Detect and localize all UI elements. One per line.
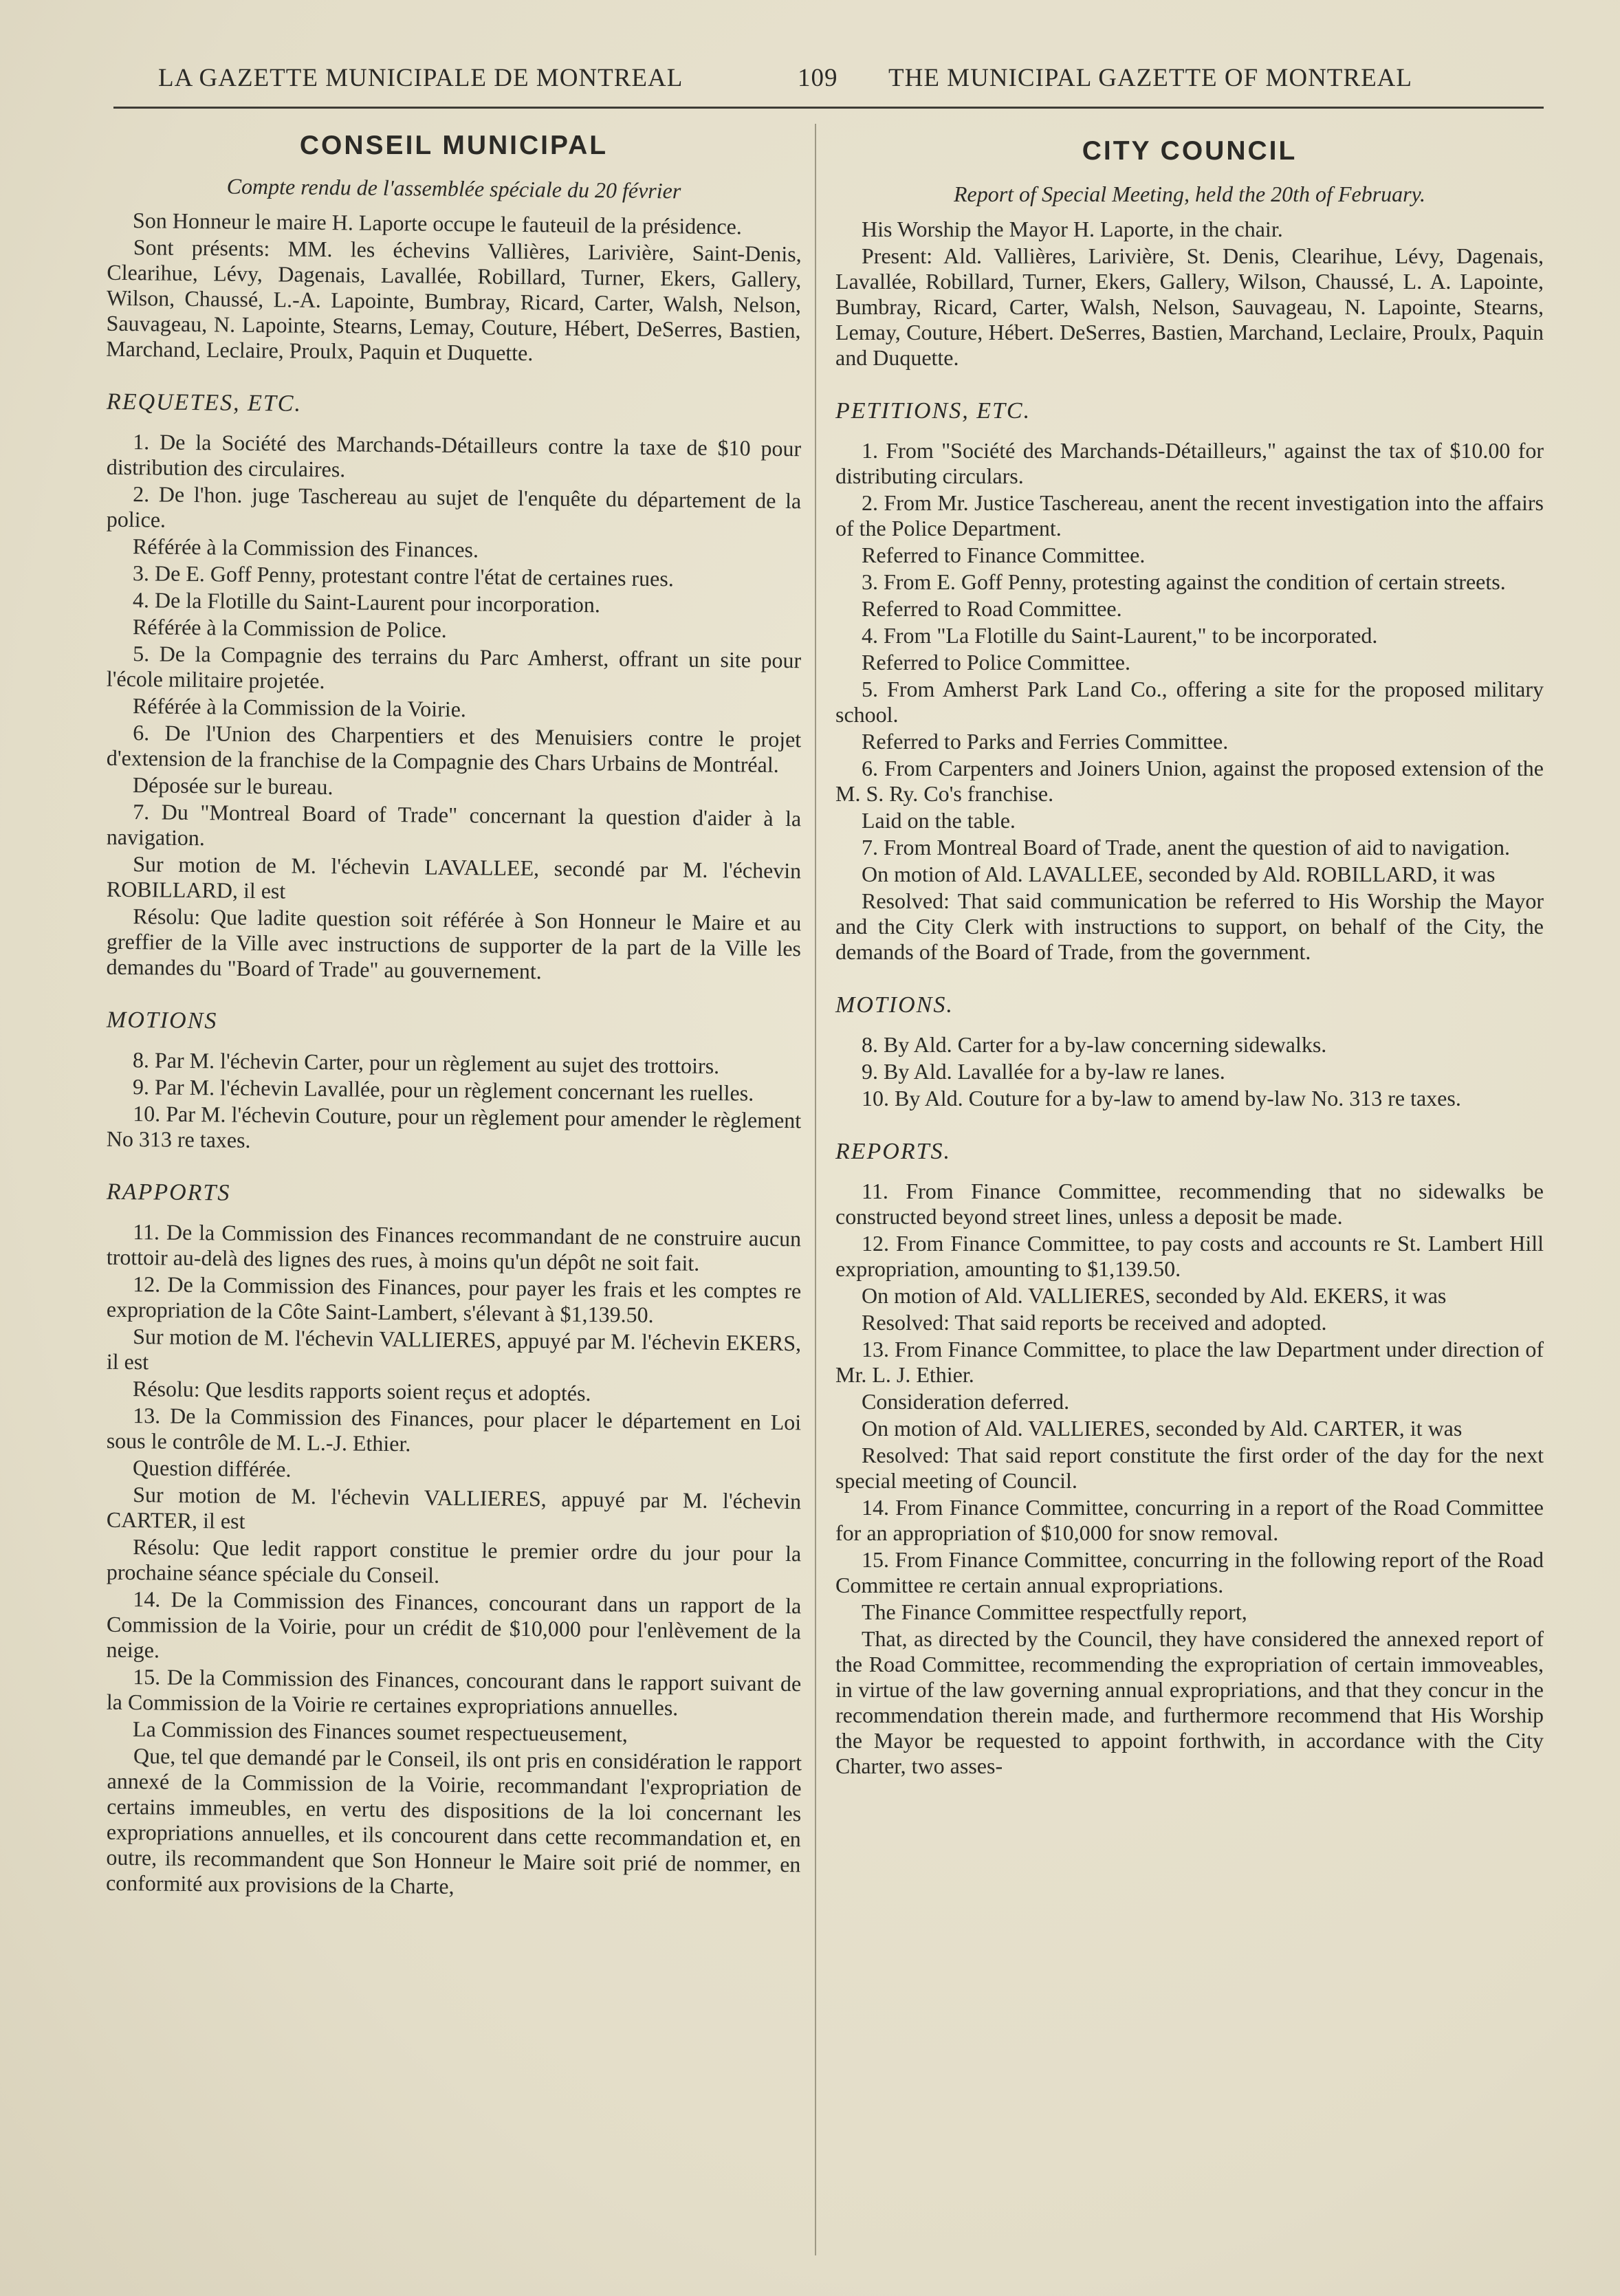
english-paragraph: Resolved: That said report constitute the first order of the day for the next special meeting of Council. xyxy=(835,1443,1544,1493)
french-paragraph: Sur motion de M. l'échevin VALLIERES, appuyé par M. l'échevin CARTER, il est xyxy=(106,1482,802,1533)
english-paragraph: Referred to Police Committee. xyxy=(862,650,1130,675)
english-paragraph: On motion of Ald. VALLIERES, seconded by Ald. CARTER, it was xyxy=(862,1416,1463,1441)
french-heading: CONSEIL MUNICIPAL xyxy=(299,131,609,160)
french-paragraph: Référée à la Commission de la Voirie. xyxy=(132,693,467,722)
french-paragraph: Sur motion de M. l'échevin LAVALLEE, secondé par M. l'échevin ROBILLARD, il est xyxy=(106,851,802,904)
english-paragraph: 5. From Amherst Park Land Co., offering a site for the proposed military school. xyxy=(835,677,1544,727)
english-paragraph: 13. From Finance Committee, to place the law Department under direction of Mr. L. J. Ethier. xyxy=(835,1337,1544,1387)
french-paragraph: Déposée sur le bureau. xyxy=(132,772,333,800)
english-section-motions: MOTIONS. xyxy=(835,992,954,1018)
english-heading: CITY COUNCIL xyxy=(1082,136,1298,166)
english-paragraph: 12. From Finance Committee, to pay costs and accounts re St. Lambert Hill expropriation, amounting to $1,139.50. xyxy=(835,1231,1544,1281)
french-paragraph: 9. Par M. l'échevin Lavallée, pour un règlement concernant les ruelles. xyxy=(132,1074,754,1106)
english-paragraph: 11. From Finance Committee, recommending that no sidewalks be constructed beyond street lines, unless a deposit be made. xyxy=(835,1179,1544,1229)
english-paragraph: His Worship the Mayor H. Laporte, in the chair. xyxy=(862,217,1283,241)
page-header xyxy=(158,63,1526,98)
english-section-reports: REPORTS. xyxy=(835,1139,952,1164)
page-number: 109 xyxy=(798,64,838,92)
french-paragraph: Sont présents: MM. les échevins Vallières, Larivière, Saint-Denis, Clearihue, Lévy, Dagenais, Lavallée, Robillard, Turner, Ekers, Gallery, Wilson, Chaussé, L.-A. Lapointe, Bumbray, Ricard, Carter, Walsh, Nelson, Sauvageau, N. Lapointe, Stearns, Lemay, Couture, Hébert, DeSerres, Bastien, Marchand, Leclaire, Proulx, Paquin et Duquette. xyxy=(106,234,802,366)
english-paragraph: On motion of Ald. LAVALLEE, seconded by Ald. ROBILLARD, it was xyxy=(862,862,1496,886)
french-paragraph: Sur motion de M. l'échevin VALLIERES, appuyé par M. l'échevin EKERS, il est xyxy=(106,1324,802,1375)
english-paragraph: Present: Ald. Vallières, Larivière, St. Denis, Clearihue, Lévy, Dagenais, Lavallée, Robillard, Turner, Ekers, Gallery, Wilson, Chaussé, L. A. Lapointe, Bumbray, Ricard, Carter, Walsh, Nelson, Sauvageau, N. Lapointe, Stearns, Lemay, Couture, Hébert. DeSerres, Bastien, Marchand, Leclaire, Proulx, Paquin and Duquette. xyxy=(835,243,1544,370)
french-paragraph: 13. De la Commission des Finances, pour placer le département en Loi sous le contrôle de M. L.-J. Ethier. xyxy=(106,1403,802,1456)
english-paragraph: 9. By Ald. Lavallée for a by-law re lanes. xyxy=(862,1059,1225,1084)
english-paragraph: 14. From Finance Committee, concurring in a report of the Road Committee for an appropriation of $10,000 for snow removal. xyxy=(835,1495,1544,1545)
french-paragraph: 11. De la Commission des Finances recommandant de ne construire aucun trottoir au-delà des lignes des rues, à moins qu'un dépôt ne soit fait. xyxy=(106,1219,802,1276)
english-paragraph: 4. From "La Flotille du Saint-Laurent," to be incorporated. xyxy=(862,623,1378,648)
header-english-title: THE MUNICIPAL GAZETTE OF MONTREAL xyxy=(888,64,1412,92)
french-section-rapports: RAPPORTS xyxy=(106,1179,231,1206)
french-paragraph: 6. De l'Union des Charpentiers et des Menuisiers contre le projet d'extension de la franchise de la Compagnie des Chars Urbains de Montréal. xyxy=(106,720,802,777)
header-french-title: LA GAZETTE MUNICIPALE DE MONTREAL xyxy=(158,64,683,92)
french-paragraph: Que, tel que demandé par le Conseil, ils ont pris en considération le rapport annexé de la Commission de la Voirie, recommandant l'expropriation de certains immeubles, en vertu des dispositions de la loi concernant les expropriations annuelles, et ils concourent dans cette recommandation et, en outre, ils recommandent que Son Honneur le Maire soit prié de nommer, en conformité aux provisions de la Charte, xyxy=(105,1743,802,1899)
english-paragraph: That, as directed by the Council, they have considered the annexed report of the Road Committee, recommending the expropriation of certain immoveables, in virtue of the law governing annual expropriations, and that they concur in the recommendation therein made, and furthermore recommend that His Worship the Mayor be requested to appoint forthwith, in accordance with the City Charter, two asses- xyxy=(835,1626,1544,1778)
english-paragraph: Resolved: That said reports be received and adopted. xyxy=(862,1310,1327,1335)
french-paragraph: 5. De la Compagnie des terrains du Parc Amherst, offrant un site pour l'école militaire projetée. xyxy=(106,641,802,694)
french-paragraph: Question différée. xyxy=(132,1455,292,1482)
english-paragraph: 3. From E. Goff Penny, protesting against the condition of certain streets. xyxy=(862,569,1506,594)
french-subheading: Compte rendu de l'assemblée spéciale du 20 février xyxy=(226,173,681,204)
french-paragraph: 1. De la Société des Marchands-Détailleurs contre la taxe de $10 pour distribution des circulaires. xyxy=(106,429,802,482)
english-paragraph: 15. From Finance Committee, concurring in the following report of the Road Committee re certain annual expropriations. xyxy=(835,1547,1544,1597)
english-paragraph: 7. From Montreal Board of Trade, anent the question of aid to navigation. xyxy=(862,835,1510,860)
english-paragraph: 8. By Ald. Carter for a by-law concerning sidewalks. xyxy=(862,1032,1327,1057)
french-paragraph: 12. De la Commission des Finances, pour payer les frais et les comptes re expropriation de la Côte Saint-Lambert, s'élevant à $1,139.50. xyxy=(106,1271,802,1328)
french-paragraph: 8. Par M. l'échevin Carter, pour un règlement au sujet des trottoirs. xyxy=(132,1047,720,1079)
english-paragraph: Referred to Finance Committee. xyxy=(862,543,1146,567)
english-paragraph: 1. From "Société des Marchands-Détailleurs," against the tax of $10.00 for distributing circulars. xyxy=(835,438,1544,488)
english-paragraph: Resolved: That said communication be referred to His Worship the Mayor and the City Clerk with instructions to support, on behalf of the City, the demands of the Board of Trade, from the government. xyxy=(835,888,1544,964)
english-paragraph: Referred to Road Committee. xyxy=(862,596,1122,621)
french-paragraph: Référée à la Commission de Police. xyxy=(132,614,447,642)
french-paragraph: 2. De l'hon. juge Taschereau au sujet de l'enquête du département de la police. xyxy=(106,481,802,532)
english-paragraph: Laid on the table. xyxy=(862,808,1016,833)
french-section-requetes: REQUETES, ETC. xyxy=(106,389,303,417)
english-paragraph: 2. From Mr. Justice Taschereau, anent the recent investigation into the affairs of the Police Department. xyxy=(835,490,1544,540)
french-section-motions: MOTIONS xyxy=(106,1007,218,1034)
french-paragraph: Référée à la Commission des Finances. xyxy=(132,534,479,562)
english-section-petitions: PETITIONS, ETC. xyxy=(835,398,1031,424)
english-paragraph: Referred to Parks and Ferries Committee. xyxy=(862,729,1229,754)
french-paragraph: Résolu: Que ledit rapport constitue le premier ordre du jour pour la prochaine séance spéciale du Conseil. xyxy=(106,1534,802,1588)
french-paragraph: 15. De la Commission des Finances, concourant dans le rapport suivant de la Commission de la Voirie re certaines expropriations annuelles. xyxy=(106,1664,802,1720)
french-paragraph: Résolu: Que lesdits rapports soient reçus et adoptés. xyxy=(132,1376,591,1406)
header-rule xyxy=(113,107,1544,109)
french-paragraph: 14. De la Commission des Finances, concourant dans un rapport de la Commission de la Voirie, pour un crédit de $10,000 pour l'enlèvement de la neige. xyxy=(106,1586,802,1663)
column-divider xyxy=(815,124,816,2255)
french-paragraph: 10. Par M. l'échevin Couture, pour un règlement pour amender le règlement No 313 re taxes. xyxy=(106,1101,802,1152)
french-paragraph: 4. De la Flotille du Saint-Laurent pour incorporation. xyxy=(132,587,601,617)
english-subheading: Report of Special Meeting, held the 20th of February. xyxy=(953,182,1426,206)
english-column xyxy=(835,131,1544,1780)
english-paragraph: 10. By Ald. Couture for a by-law to amend by-law No. 313 re taxes. xyxy=(862,1086,1461,1111)
french-column xyxy=(107,131,801,1901)
french-paragraph: Résolu: Que ladite question soit référée à Son Honneur le Maire et au greffier de la Ville avec instructions de supporter de la part de la Ville les demandes du "Board of Trade" au gouvernement. xyxy=(106,904,802,984)
english-paragraph: The Finance Committee respectfully report, xyxy=(862,1599,1247,1624)
french-paragraph: 3. De E. Goff Penny, protestant contre l'état de certaines rues. xyxy=(132,560,675,591)
english-paragraph: Consideration deferred. xyxy=(862,1389,1070,1414)
french-paragraph: La Commission des Finances soumet respectueusement, xyxy=(132,1716,628,1747)
french-paragraph: Son Honneur le maire H. Laporte occupe le fauteuil de la présidence. xyxy=(132,208,743,239)
english-paragraph: 6. From Carpenters and Joiners Union, against the proposed extension of the M. S. Ry. Co's franchise. xyxy=(835,756,1544,806)
french-paragraph: 7. Du "Montreal Board of Trade" concernant la question d'aider à la navigation. xyxy=(106,799,802,851)
english-paragraph: On motion of Ald. VALLIERES, seconded by Ald. EKERS, it was xyxy=(862,1283,1447,1308)
